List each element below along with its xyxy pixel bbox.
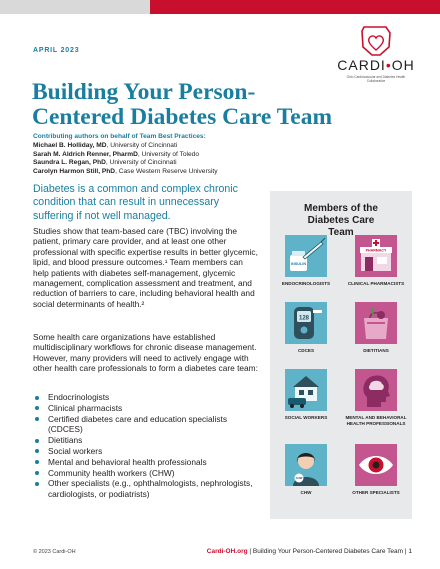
footer-info: Cardi-OH.org | Building Your Person-Centered Diabetes Care Team | 1 (206, 548, 412, 555)
body-paragraph-2: Some health care organizations have established multidisciplinary workflows for chronic disease management. However, many providers will need to actively engage with other health care professionals to form a diabetes care team: (33, 332, 258, 374)
member-label-endocrinologists: ENDOCRINOLOGISTS (281, 281, 331, 286)
logo-subtitle: Ohio Cardiovascular and Diabetes Health Collaborative (346, 75, 406, 83)
head-brain-icon (355, 369, 397, 411)
member-label-dietitians: DIETITIANS (363, 348, 389, 353)
footer-site-link[interactable]: Cardi-OH.org (206, 548, 248, 555)
list-item: Community health workers (CHW) (33, 468, 261, 479)
list-item: Endocrinologists (33, 392, 261, 403)
svg-text:INSULIN: INSULIN (290, 262, 307, 266)
top-color-bar (0, 0, 440, 14)
svg-text:PHARMACY: PHARMACY (365, 248, 387, 253)
publication-date: APRIL 2023 (33, 47, 80, 54)
member-label-other-specialists: OTHER SPECIALISTS (352, 490, 400, 495)
care-team-list (33, 392, 261, 500)
list-item: Mental and behavioral health professionals (33, 457, 261, 468)
author-line: Saundra L. Regan, PhD, University of Cincinnati (33, 159, 177, 167)
svg-text:128: 128 (298, 315, 310, 322)
member-label-clinical-pharmacists: CLINICAL PHARMACISTS (347, 281, 405, 286)
ohio-heart-icon (336, 23, 416, 57)
copyright: © 2023 Cardi-OH (33, 549, 76, 555)
care-team-panel (270, 191, 412, 519)
panel-title: Members of the Diabetes Care Team (304, 203, 378, 238)
eye-icon (355, 444, 397, 486)
pharmacy-icon (355, 235, 397, 277)
member-label-mental-behavioral-health: MENTAL AND BEHAVIORAL HEALTH PROFESSIONALS (345, 415, 407, 426)
house-car-icon (285, 369, 327, 411)
list-item: Social workers (33, 446, 261, 457)
contributors-heading: Contributing authors on behalf of Team Best Practices: (33, 133, 206, 140)
grocery-bag-icon (355, 302, 397, 344)
member-label-social-workers: SOCIAL WORKERS (284, 415, 328, 420)
syringe-icon (285, 235, 327, 277)
author-line: Carolyn Harmon Still, PhD, Case Western Reserve University (33, 167, 218, 175)
author-list (33, 142, 218, 176)
body-paragraph-1: Studies show that team-based care (TBC) involving the patient, primary care provider, and at least one other professional with specific expertise results in better glycemic, lipid, and blood pressure outcomes.¹ Team members can help patients with diabetes self-management, glycemic management, complication assessment and treatment, and reduction of barriers to care, including behavioral health and social determinants of health.² (33, 226, 258, 309)
list-item: Clinical pharmacists (33, 403, 261, 414)
health-worker-icon (285, 444, 327, 486)
glucose-meter-icon (285, 302, 327, 344)
lead-paragraph: Diabetes is a common and complex chronic condition that can result in unnecessary suffering if not well managed. (33, 183, 238, 222)
logo-wordmark: CARDI•OH (337, 57, 415, 73)
author-line: Sarah M. Aldrich Renner, PharmD, University of Toledo (33, 150, 200, 158)
author-line: Michael B. Holliday, MD, University of Cincinnati (33, 142, 178, 149)
svg-text:CHW: CHW (295, 476, 303, 481)
page-title: Building Your Person-Centered Diabetes Care Team (32, 79, 333, 130)
list-item: Certified diabetes care and education specialists (CDCES) (33, 414, 261, 436)
cardi-oh-logo (336, 23, 416, 89)
member-label-chw: CHW (300, 490, 312, 495)
member-label-cdces: CDCES (297, 348, 315, 353)
list-item: Dietitians (33, 435, 261, 446)
list-item: Other specialists (e.g., ophthalmologists, nephrologists, cardiologists, or podiatrists) (33, 478, 261, 500)
